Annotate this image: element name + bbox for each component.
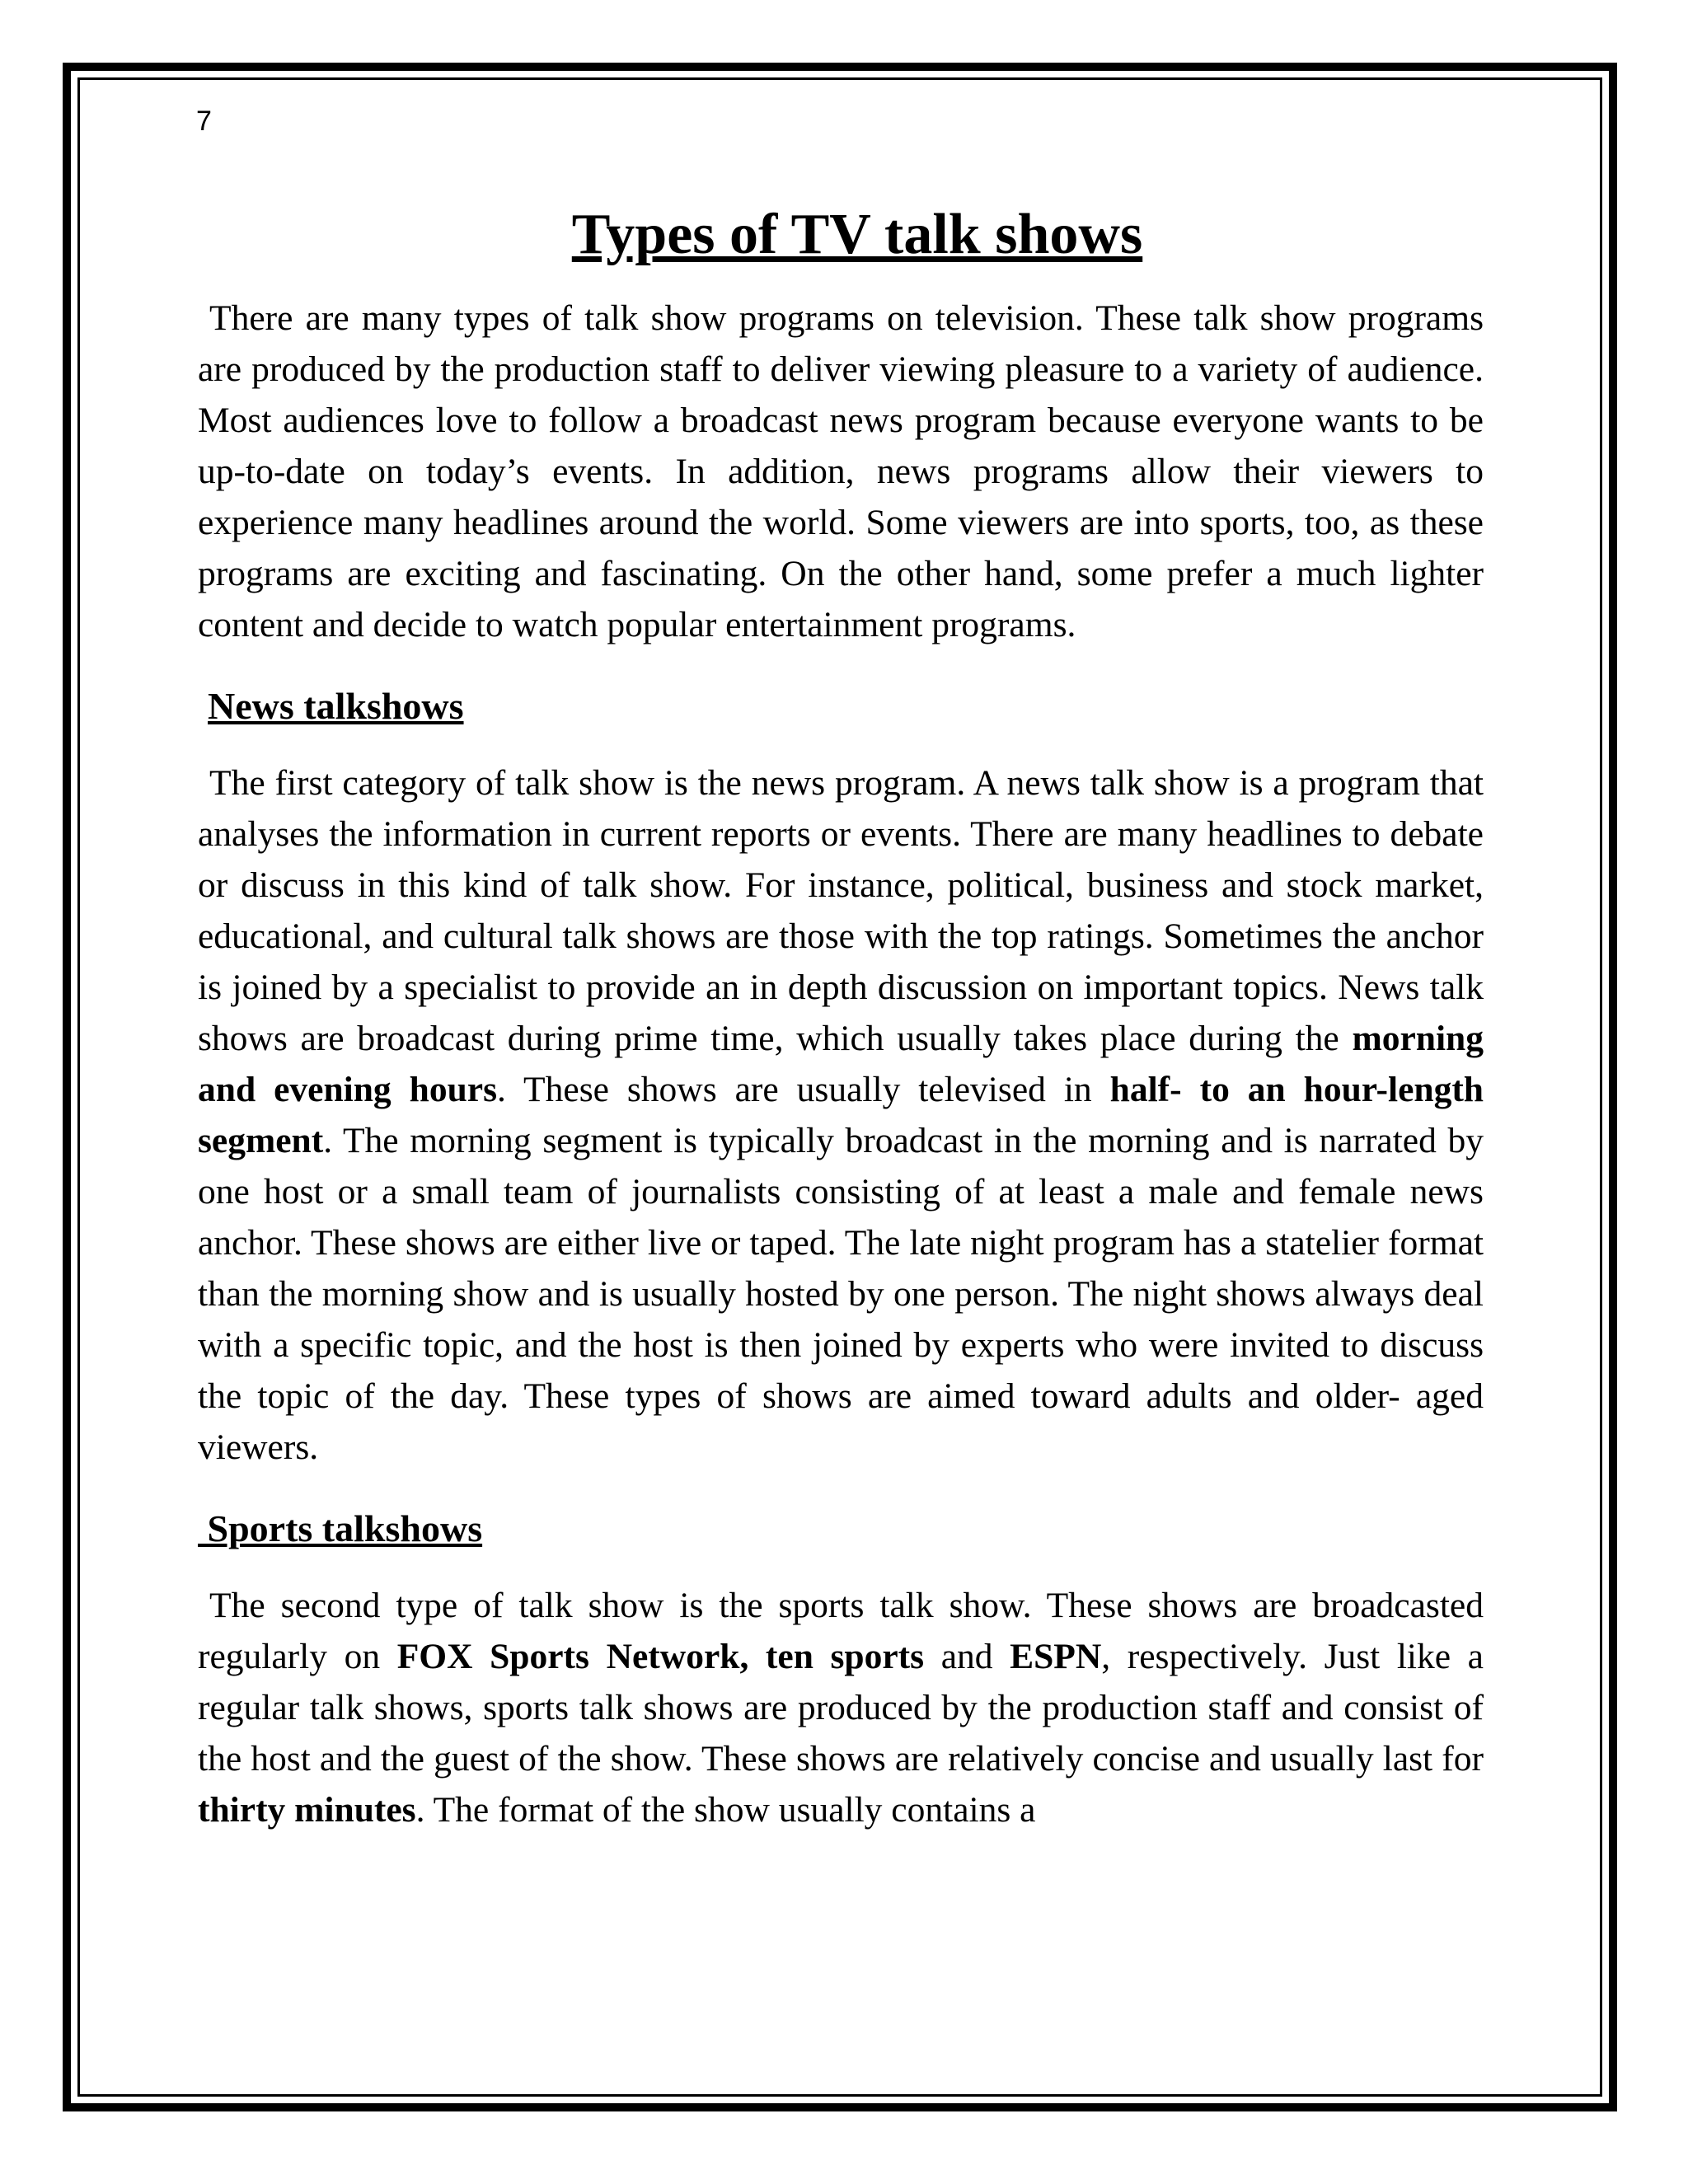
intro-paragraph: There are many types of talk show programs on television. These talk show programs are produced by the production staff to deliver viewing pleasure to a variety of audience. Most audiences love to follow a broadcast news program because everyone wants to be up-to-date on today’s events. In addition, news programs allow their viewers to experience many headlines around the world. Some viewers are into sports, too, as these programs are exciting and fascinating. On the other hand, some prefer a much lighter content and decide to watch popular entertainment programs. <box>198 298 1484 644</box>
news-bold-1: morning and evening hours <box>198 1019 1484 1109</box>
news-talkshows-paragraph <box>198 757 1484 1473</box>
news-text-1: The first category of talk show is the news program. A news talk show is a program that analyses the information in current reports or events. There are many headlines to debate or discuss in this kind of talk show. For instance, political, business and stock market, educational, and cultural talk shows are those with the top ratings. Sometimes the anchor is joined by a specialist to provide an in depth discussion on important topics. News talk shows are broadcast during prime time, which usually takes place during the <box>198 763 1484 1058</box>
news-text-2: . These shows are usually televised in <box>497 1070 1110 1109</box>
sports-text-3: , respectively. Just like a regular talk shows, sports talk shows are produced by the production staff and consist of the host and the guest of the show. These shows are relatively concise and usually last for <box>198 1637 1484 1779</box>
document-body <box>198 185 1484 1835</box>
news-bold-2: half- to an hour-length segment <box>198 1070 1484 1160</box>
sports-bold-2: ESPN <box>1010 1637 1102 1676</box>
sports-talkshows-paragraph <box>198 1580 1484 1835</box>
sports-bold-3: thirty minutes <box>198 1790 416 1830</box>
sports-text-2: and <box>924 1637 1010 1676</box>
sports-text-4: . The format of the show usually contains a <box>415 1790 1036 1830</box>
news-talkshows-heading: News talkshows <box>208 685 464 727</box>
sports-bold-1: FOX Sports Network, ten sports <box>396 1637 925 1676</box>
sports-talkshows-heading: Sports talkshows <box>207 1507 483 1549</box>
news-text-3: . The morning segment is typically broadcast in the morning and is narrated by one host or a small team of journalists consisting of at least a male and female news anchor. These shows are either live or taped. The late night program has a statelier format than the morning show and is usually hosted by one person. The night shows always deal with a specific topic, and the host is then joined by experts who were invited to discuss the topic of the day. These types of shows are aimed toward adults and older- aged viewers. <box>198 1121 1484 1467</box>
sports-text-1: The second type of talk show is the sports talk show. These shows are broadcasted regularly on <box>198 1586 1484 1676</box>
page-title: Types of TV talk shows <box>571 203 1143 266</box>
page-number: 7 <box>196 105 212 137</box>
